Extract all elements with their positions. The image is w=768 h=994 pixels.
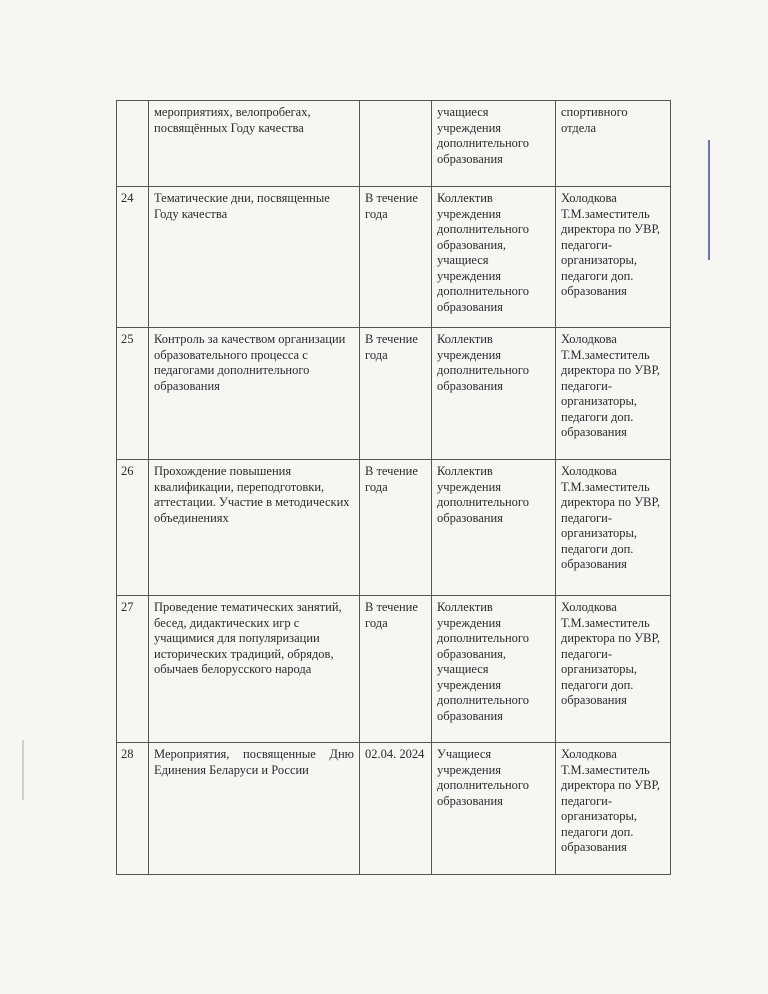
row-number: 25 <box>117 328 149 460</box>
scan-artifact-line <box>708 140 710 260</box>
participants-cell: Коллектив учреждения дополнительного образования, учащиеся учреждения дополнительного образования <box>432 596 556 743</box>
event-cell: Тематические дни, посвященные Году качества <box>149 187 360 328</box>
row-number: 26 <box>117 460 149 596</box>
responsible-cell: спортивного отдела <box>556 101 671 187</box>
row-number: 28 <box>117 743 149 875</box>
row-number: 24 <box>117 187 149 328</box>
event-cell: Мероприятия, посвященные Дню Единения Беларуси и России <box>149 743 360 875</box>
date-cell: 02.04. 2024 <box>360 743 432 875</box>
participants-cell: Коллектив учреждения дополнительного образования <box>432 328 556 460</box>
date-cell: В течение года <box>360 328 432 460</box>
table-row <box>117 743 671 875</box>
scan-artifact-line-left <box>22 740 24 800</box>
participants-cell: Учащиеся учреждения дополнительного образования <box>432 743 556 875</box>
date-cell: В течение года <box>360 187 432 328</box>
responsible-cell: Холодкова Т.М.заместитель директора по УВР, педагоги-организаторы, педагоги доп. образования <box>556 743 671 875</box>
event-cell: Проведение тематических занятий, бесед, дидактических игр с учащимися для популяризации исторических традиций, обрядов, обычаев белорусского народа <box>149 596 360 743</box>
row-number: 27 <box>117 596 149 743</box>
participants-cell: учащиеся учреждения дополнительного образования <box>432 101 556 187</box>
row-number <box>117 101 149 187</box>
participants-cell: Коллектив учреждения дополнительного образования <box>432 460 556 596</box>
responsible-cell: Холодкова Т.М.заместитель директора по УВР, педагоги-организаторы, педагоги доп. образования <box>556 187 671 328</box>
event-cell: Контроль за качеством организации образовательного процесса с педагогами дополнительного образования <box>149 328 360 460</box>
responsible-cell: Холодкова Т.М.заместитель директора по УВР, педагоги-организаторы, педагоги доп. образования <box>556 328 671 460</box>
table-row <box>117 187 671 328</box>
events-plan-table <box>116 100 671 875</box>
date-cell: В течение года <box>360 596 432 743</box>
responsible-cell: Холодкова Т.М.заместитель директора по УВР, педагоги-организаторы, педагоги доп. образования <box>556 596 671 743</box>
table-row <box>117 328 671 460</box>
responsible-cell: Холодкова Т.М.заместитель директора по УВР, педагоги-организаторы, педагоги доп. образования <box>556 460 671 596</box>
table-row <box>117 101 671 187</box>
table-row <box>117 460 671 596</box>
date-cell <box>360 101 432 187</box>
participants-cell: Коллектив учреждения дополнительного образования, учащиеся учреждения дополнительного образования <box>432 187 556 328</box>
date-cell: В течение года <box>360 460 432 596</box>
event-cell: Прохождение повышения квалификации, переподготовки, аттестации. Участие в методических объединениях <box>149 460 360 596</box>
table-row <box>117 596 671 743</box>
event-cell: мероприятиях, велопробегах, посвящённых Году качества <box>149 101 360 187</box>
